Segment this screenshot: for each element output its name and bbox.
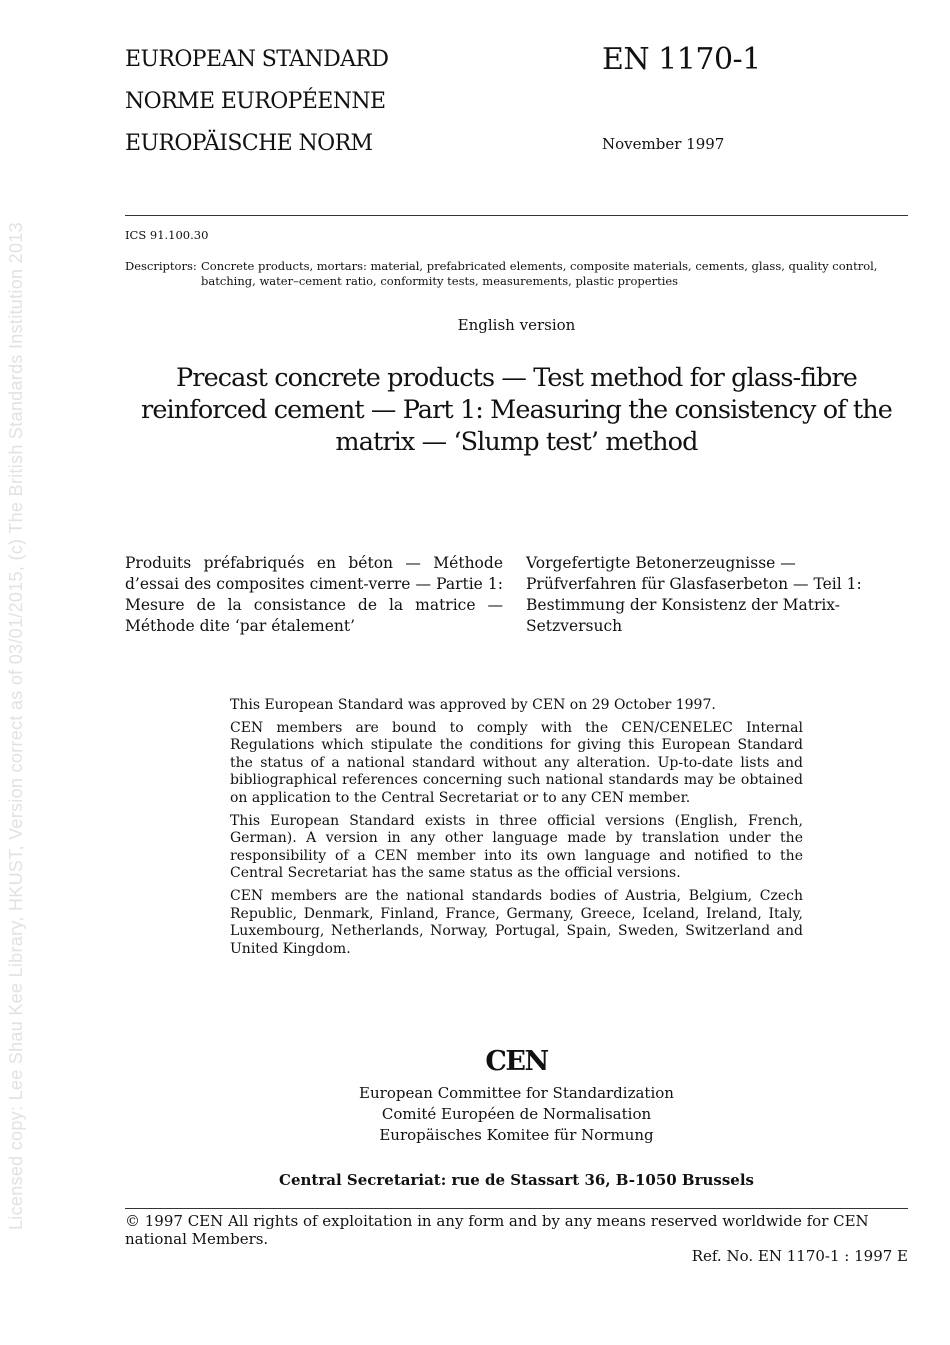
cen-logo: CEN [485,1046,548,1077]
descriptors-block [125,259,910,289]
note-versions: This European Standard exists in three official versions (English, French, German). A version in any other language made by translation under the responsibility of a CEN member into its own language and notified to the Central Secretariat has the same status as the official versions. [230,812,803,882]
note-members: CEN members are the national standards bodies of Austria, Belgium, Czech Republic, Denmark, Finland, France, Germany, Greece, Iceland, Ireland, Italy, Luxembourg, Netherlands, Norway, Portugal, Spain, Sweden, Switzerland and United Kingdom. [230,887,803,957]
descriptors-text: Concrete products, mortars: material, prefabricated elements, composite materials, cements, glass, quality control, batching, water–cement ratio, conformity tests, measurements, plastic properties [201,259,878,288]
header-line-english: EUROPEAN STANDARD [125,47,389,72]
note-regulations: CEN members are bound to comply with the CEN/CENELEC Internal Regulations which stipulate the conditions for giving this European Standard the status of a national standard without any alteration. Up-to-date lists and bibliographical references concerning such national standards may be obtained on application to the Central Secretariat or to any CEN member. [230,719,803,806]
committee-name-german: Europäisches Komitee für Normung [379,1126,654,1144]
reference-number: Ref. No. EN 1170-1 : 1997 E [691,1247,908,1265]
copyright-notice: © 1997 CEN All rights of exploitation in any form and by any means reserved worldwide for CEN national Members. [125,1212,869,1248]
standard-number: EN 1170-1 [602,42,761,77]
note-approval: This European Standard was approved by CEN on 29 October 1997. [230,697,716,713]
publication-date: November 1997 [602,135,725,153]
header-line-french: NORME EUROPÉENNE [125,89,386,114]
french-title: Produits préfabriqués en béton — Méthode d’essai des composites ciment-verre — Partie 1: Mesure de la consistance de la matrice — Méthode dite ‘par étalement’ [125,554,503,635]
german-title: Vorgefertigte Betonerzeugnisse — Prüfverfahren für Glasfaserbeton — Teil 1: Bestimmung der Konsistenz der Matrix-Setzversuch [526,554,862,635]
committee-names [125,1083,908,1146]
committee-name-french: Comité Européen de Normalisation [381,1105,652,1123]
license-watermark: Licensed copy: Lee Shau Kee Library, HKUST, Version correct as of 03/01/2015, (c) The British Standards Institution 2013 [6,222,26,1230]
bottom-divider [125,1208,908,1209]
committee-name-english: European Committee for Standardization [359,1084,674,1102]
version-label: English version [457,316,576,334]
ics-code: ICS 91.100.30 [125,228,209,242]
central-secretariat: Central Secretariat: rue de Stassart 36, B-1050 Brussels [279,1171,754,1189]
approval-notes [230,697,803,963]
document-title: Precast concrete products — Test method for glass-fibre reinforced cement — Part 1: Measuring the consistency of the matrix — ‘Slump test’ method [141,363,892,457]
descriptors-label: Descriptors: [125,259,197,273]
header-line-german: EUROPÄISCHE NORM [125,131,373,156]
top-divider [125,215,908,216]
